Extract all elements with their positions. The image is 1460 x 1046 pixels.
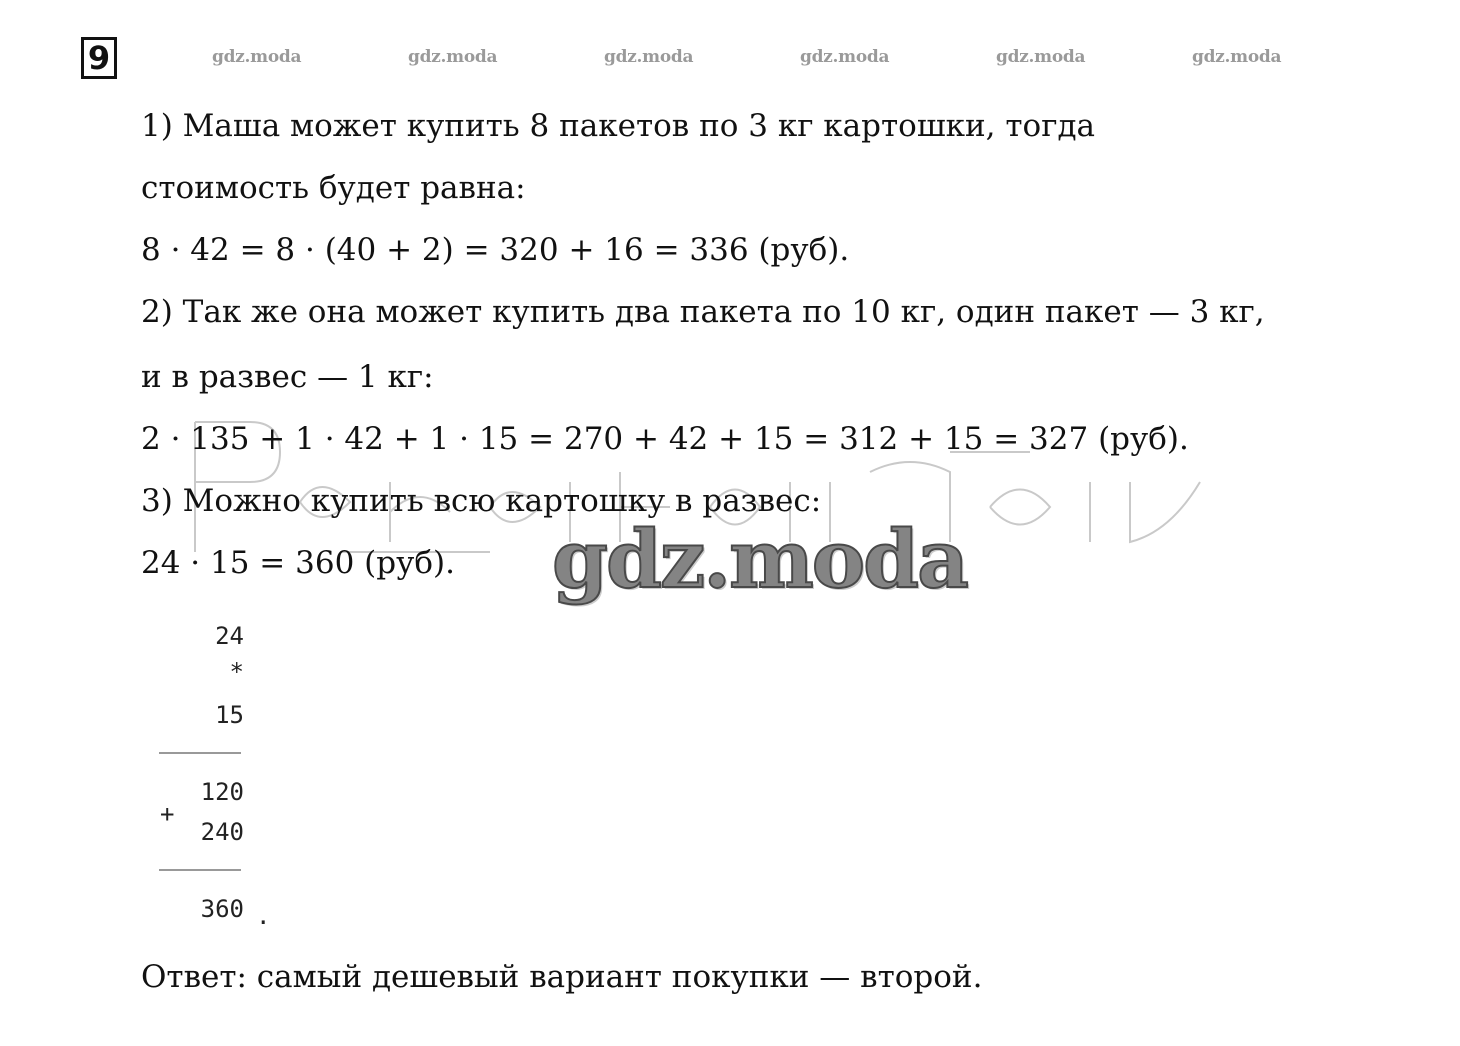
calc-partial-2: 240 xyxy=(200,818,244,846)
calc-operator: * xyxy=(229,658,244,686)
step3-formula: 24 · 15 = 360 (руб). xyxy=(141,545,455,581)
watermark-top-1: gdz.moda xyxy=(212,47,302,67)
answer-line: Ответ: самый дешевый вариант покупки — второй. xyxy=(141,959,983,995)
task-number-badge: 9 xyxy=(81,37,117,79)
calc-partial-1: 120 xyxy=(200,778,244,806)
watermark-center: gdz.moda xyxy=(552,512,967,606)
step2-formula: 2 · 135 + 1 · 42 + 1 · 15 = 270 + 42 + 15 = 312 + 15 = 327 (руб). xyxy=(141,421,1189,457)
calc-trailing-dot: . xyxy=(256,902,271,930)
calc-multiplicand: 24 xyxy=(215,622,244,650)
watermark-top-5: gdz.moda xyxy=(996,47,1086,67)
step3-text-line1: 3) Можно купить всю картошку в развес: xyxy=(141,483,822,519)
step2-text-line2: и в развес — 1 кг: xyxy=(141,359,434,395)
calc-plus-sign: + xyxy=(160,800,175,828)
step2-text-line1: 2) Так же она может купить два пакета по 10 кг, один пакет — 3 кг, xyxy=(141,294,1265,330)
calc-rule-1 xyxy=(159,752,241,754)
watermark-top-2: gdz.moda xyxy=(408,47,498,67)
step1-formula: 8 · 42 = 8 · (40 + 2) = 320 + 16 = 336 (руб). xyxy=(141,232,850,268)
watermark-top-3: gdz.moda xyxy=(604,47,694,67)
step1-text-line2: стоимость будет равна: xyxy=(141,170,526,206)
calc-multiplier: 15 xyxy=(215,701,244,729)
calc-rule-2 xyxy=(159,869,241,871)
watermark-top-4: gdz.moda xyxy=(800,47,890,67)
step1-text-line1: 1) Маша может купить 8 пакетов по 3 кг картошки, тогда xyxy=(141,108,1096,144)
watermark-top-6: gdz.moda xyxy=(1192,47,1282,67)
calc-result: 360 xyxy=(200,895,244,923)
